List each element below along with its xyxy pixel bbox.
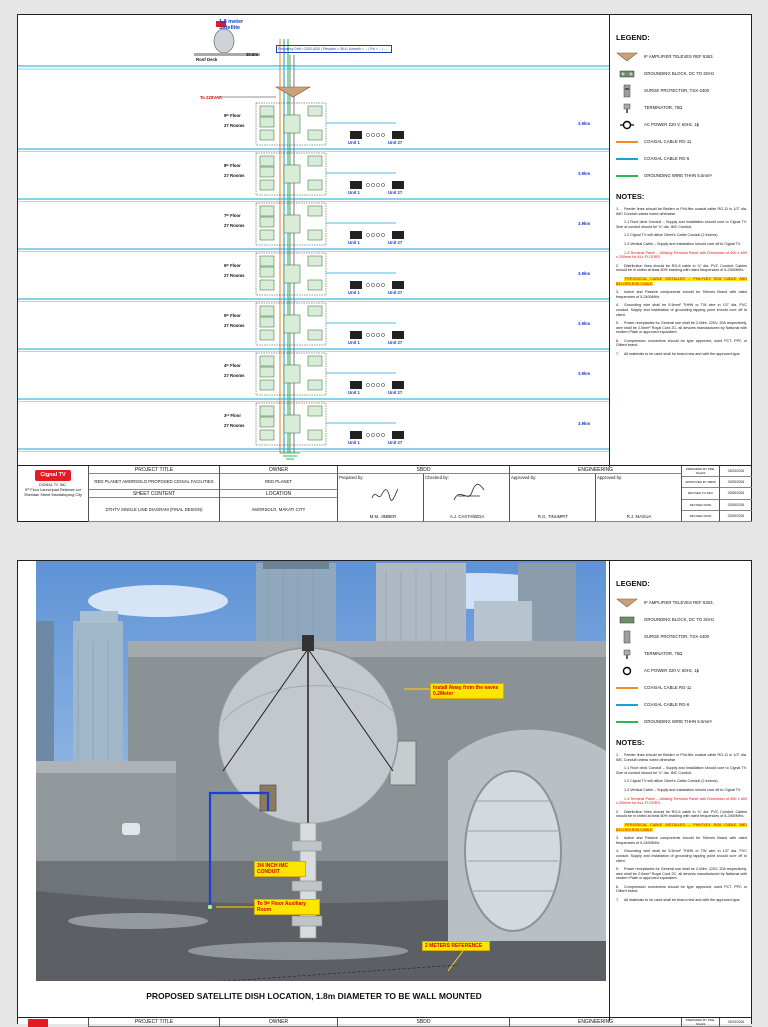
splitter-block [260, 230, 274, 240]
unit-first-label: Unit 1 [348, 390, 360, 395]
location-header: LOCATION [220, 490, 338, 498]
tv-unit-icon [350, 281, 362, 289]
company-logo-block [20, 470, 86, 498]
revision-label: REVISED DATE [682, 511, 720, 522]
splitter-block [260, 317, 274, 327]
splitter-block [308, 330, 322, 340]
engineering-header-2: ENGINEERING [510, 1018, 682, 1027]
tap-off-block [284, 265, 300, 283]
rooms-label: 27 Rooms [224, 173, 245, 178]
floor-label: 9ᵗʰ Floor [224, 113, 241, 118]
unit-first-label: Unit 1 [348, 190, 360, 195]
splitter-block [260, 367, 274, 377]
surge-protector-icon [616, 85, 638, 97]
tv-unit-icon [350, 331, 362, 339]
title-block-2 [18, 1017, 751, 1027]
note-item-highlight: PERIODICAL CABLE INSTALLED – PHILFLEX RG6 CABLE AND BELDEN RG6 CABLE [616, 276, 747, 286]
tv-unit-icon [350, 181, 362, 189]
revision-date: 02/06/2024 [720, 511, 752, 522]
unit-ellipsis [381, 283, 384, 286]
project-title: RED PLANET AMORSOLO PROPOSED CIGNAL FACILITIES [88, 474, 220, 490]
checked-by-label: Checked by: [425, 475, 449, 480]
unit-ellipsis [371, 133, 374, 136]
legend-label: SURGE PROTECTOR, TSX-2400 [644, 88, 710, 93]
legend-item [616, 82, 747, 99]
floor-label: 8ᵗʰ Floor [224, 163, 241, 168]
legend-item [616, 611, 747, 628]
unit-ellipsis [376, 283, 379, 286]
reference-tag: 2 METERS REFERENCE [422, 941, 490, 951]
floor-label: 6ᵗʰ Floor [224, 263, 241, 268]
splitter-block [308, 106, 322, 116]
cignal-logo-2 [28, 1019, 48, 1027]
coax-rg11-line [616, 682, 638, 694]
note-item: 1.1 Roof deck Conduit – Supply and Installation should cure to Cignal TV. Size of conduit should be ¾" dia. IMC Conduit. [616, 220, 747, 229]
tv-unit-icon [350, 231, 362, 239]
checked-signature [450, 482, 486, 508]
note-item: 6. Compression connectors should be type approved, used PCT, PPC or Gilbert brand. [616, 338, 747, 348]
tv-unit-icon [350, 381, 362, 389]
conduit-note-tag: 3/4 INCH IMC CONDUIT [254, 861, 306, 877]
unit-ellipsis [371, 283, 374, 286]
note-item: 1. Feeder lines should be Belden or Phil-flex coaxial cable RG-11 in 1/2" dia. IMC Conduit unless noted otherwise. [616, 207, 747, 216]
revision-date: 02/03/2024 [720, 466, 752, 477]
tv-unit-icon [392, 231, 404, 239]
legend-item [616, 99, 747, 116]
approved-by-name-1: R.G. TINUMPIT [537, 514, 569, 519]
approved-by-label: Approved by: [511, 475, 537, 480]
unit-ellipsis [376, 183, 379, 186]
note-item: 7. All materials to be used shall be brand new and with the approved type. [616, 352, 741, 357]
riser-diagram-svg [18, 15, 610, 467]
tap-off-block [284, 365, 300, 383]
ground-wire-line [616, 716, 638, 728]
rooms-label: 27 Rooms [224, 273, 245, 278]
coax-rg6-line [616, 153, 638, 165]
prepared-by-name: M.M. JIMBER [369, 514, 397, 519]
note-item: 3. Active and Passive components should be Televes Brand with rated frequencies of 5-2400MHz. [616, 836, 747, 845]
satellite-label: 1.8 meter Satellite [219, 19, 244, 31]
note-item: 5. Power receptacles for General use shall be 2-Wire, 220V, 20A respectively, wire shall be 2.0mm² Royal Cord 2C, all devices manufactured by National with modern Plate or approved equivalent. [616, 321, 747, 335]
surge-protector-icon [616, 631, 638, 643]
drawing-sheet-1 [17, 14, 752, 522]
prepared-by-label: Prepared by: [339, 475, 364, 480]
splitter-block [260, 430, 274, 440]
sbdd-header: SBDD [338, 466, 510, 474]
unit-ellipsis [381, 133, 384, 136]
rooms-label: 27 Rooms [224, 123, 245, 128]
note-item: 1.2 Cignal TV will utilize Client's Cable Conduit (2 inches). [624, 233, 719, 238]
splitter-block [260, 417, 274, 427]
tap-off-block [284, 415, 300, 433]
legend-item [616, 48, 747, 65]
splitter-block [260, 330, 274, 340]
revision-label: REVISED DATE [682, 500, 720, 511]
sheet-content-header: SHEET CONTENT [88, 490, 220, 498]
single-line-diagram [18, 15, 610, 467]
terminator-icon [616, 648, 638, 660]
coax-rg11-line [616, 136, 638, 148]
tap-off-block [284, 165, 300, 183]
splitter-block [260, 267, 274, 277]
unit-ellipsis [366, 383, 369, 386]
unit-ellipsis [371, 433, 374, 436]
approved-by-label: Approved by: [597, 475, 623, 480]
legend-label: COAXIAL CABLE RG-11 [644, 139, 692, 144]
notes-title: NOTES: [616, 192, 645, 201]
owner-header: OWNER [220, 466, 338, 474]
unit-first-label: Unit 1 [348, 140, 360, 145]
legend-notes-panel [610, 15, 753, 521]
unit-ellipsis [366, 283, 369, 286]
auxiliary-room-tag: To 9ᵗʰ Floor Auxiliary Room [254, 899, 320, 915]
owner: RED PLANET [220, 474, 338, 490]
riser-length-label: 3.9km [578, 271, 591, 276]
project-title-header: PROJECT TITLE [88, 466, 220, 474]
unit-last-label: Unit 27 [388, 240, 403, 245]
floor-label: 4ᵗʰ Floor [224, 363, 241, 368]
note-item: 4. Grounding wire shall be 5.5mm² THHN or TW wire in 1/2" dia. PVC conduit. Supply and installation of grounding tapping point should cure off to client. [616, 849, 747, 863]
splitter-block [260, 167, 274, 177]
unit-last-label: Unit 27 [388, 440, 403, 445]
note-item: 7. All materials to be used shall be brand new and with the approved type. [616, 898, 741, 903]
unit-last-label: Unit 27 [388, 190, 403, 195]
splitter-block [260, 217, 274, 227]
rooms-label: 27 Rooms [224, 423, 245, 428]
legend-item [616, 645, 747, 662]
legend-item [616, 133, 747, 150]
unit-ellipsis [366, 183, 369, 186]
note-item: 1.2 Cignal TV will utilize Client's Cable Conduit (2 inches). [624, 779, 719, 784]
note-item: 4. Grounding wire shall be 5.5mm² THHN or TW wire in 1/2" dia. PVC conduit. Supply and installation of grounding tapping point should cure off to client. [616, 303, 747, 317]
company-address: 5ᵗʰ Floor Launchpad Reliance cor Sheridan Street Mandaluyong City [24, 488, 82, 497]
ac-power-icon [616, 119, 638, 131]
rooms-label: 27 Rooms [224, 223, 245, 228]
legend-label: TERMINATOR, 75Ω [644, 651, 683, 656]
revision-label: PREPARED BY PRE-SALES [682, 466, 720, 477]
note-item: 1.1 Roof deck Conduit – Supply and Installation should cure to Cignal TV. Size of conduit should be ¾" dia. IMC Conduit. [616, 766, 747, 775]
splitter-block [308, 380, 322, 390]
revision-date: 02/05/2024 [720, 477, 752, 488]
tv-unit-icon [392, 331, 404, 339]
distance-label: 30.6m [246, 52, 259, 57]
legend-item [616, 116, 747, 133]
notes-section [616, 738, 747, 903]
drawing-sheet-2 [17, 560, 752, 1024]
note-item: 1.4 Terminal Panel – Utilizing Terminal Panel with Dimension of 600 x 600 x 200mm for ALL FLOORS. [616, 796, 747, 806]
site-photo-panel [18, 561, 610, 1021]
tap-off-block [284, 315, 300, 333]
riser-length-label: 3.9km [578, 121, 591, 126]
dish-symbol [214, 29, 234, 53]
revision-label-2: PREPARED BY PRE-SALES [682, 1018, 720, 1027]
unit-ellipsis [366, 333, 369, 336]
splitter-block [260, 356, 274, 366]
unit-ellipsis [366, 133, 369, 136]
legend-item [616, 662, 747, 679]
note-item: 6. Compression connectors should be type approved, used PCT, PPC or Gilbert brand. [616, 884, 747, 894]
grounding-block-icon [616, 68, 638, 80]
legend-item [616, 150, 747, 167]
legend-notes-panel-2 [610, 561, 753, 1024]
tv-unit-icon [392, 381, 404, 389]
floor-label: 5ᵗʰ Floor [224, 313, 241, 318]
splitter-block [260, 206, 274, 216]
legend-label: IF AMPLIFIER TELEVES REF 5363. [644, 600, 714, 605]
rooftop-photo [18, 561, 610, 1021]
coax-rg6-line [616, 699, 638, 711]
tv-unit-icon [392, 181, 404, 189]
rooms-label: 27 Rooms [224, 323, 245, 328]
legend-list [616, 48, 747, 184]
revision-date-2: 02/03/2024 [720, 1018, 752, 1027]
legend-label: COAXIAL CABLE RG-6 [644, 702, 690, 707]
notes-title: NOTES: [616, 738, 645, 747]
roof-deck-label: Roof Deck [196, 57, 218, 62]
splitter-block [260, 306, 274, 316]
unit-last-label: Unit 27 [388, 140, 403, 145]
legend-label: GROUNDING WIRE THHN 5.5mm² [644, 719, 712, 724]
sbdd-header-2: SBDD [338, 1018, 510, 1027]
splitter-block [260, 117, 274, 127]
unit-last-label: Unit 27 [388, 390, 403, 395]
note-item: 2. Distribution lines should be RG-6 cable in ¾" dia. PVC Conduit. Cables should be in shield at least 60% braiding with rated frequencies of 5-2400MHz. [616, 809, 747, 819]
legend-label: IF AMPLIFIER TELEVES REF 5363. [644, 54, 714, 59]
splitter-block [260, 180, 274, 190]
revision-date: 02/06/2024 [720, 500, 752, 511]
splitter-block [308, 180, 322, 190]
legend-label: AC POWER 220 V, 60Hz, 1ϕ [644, 122, 700, 127]
splitter-block [308, 430, 322, 440]
riser-length-label: 3.9km [578, 421, 591, 426]
amplifier-icon [616, 51, 638, 63]
project-title-header-2: PROJECT TITLE [88, 1018, 220, 1027]
note-item: 2. Distribution lines should be RG-6 cable in ¾" dia. PVC Conduit. Cables should be in shield at least 60% braiding with rated frequencies of 5-2400MHz. [616, 263, 747, 273]
unit-ellipsis [381, 383, 384, 386]
unit-ellipsis [376, 383, 379, 386]
splitter-block [308, 130, 322, 140]
splitter-block [308, 356, 322, 366]
lnb-note: Frequency Drift = 3300-4200 | Elevation = 36.6 / Azimuth = ... | Pol = ... | ... [276, 45, 392, 53]
note-item: 1.3 Vertical Cable – Supply and Installation should cure off to Cignal TV. [624, 241, 742, 246]
sheet-content: DTHTV SINGLE LINE DIAGRAM (FINAL DESIGN) [88, 498, 220, 522]
unit-ellipsis [366, 433, 369, 436]
unit-ellipsis [376, 433, 379, 436]
approved-by-name-2: R.J. MAGUA [626, 514, 652, 519]
legend-label: COAXIAL CABLE RG-11 [644, 685, 692, 690]
unit-ellipsis [381, 183, 384, 186]
amplifier-symbol [276, 87, 310, 97]
legend-label: TERMINATOR, 75Ω [644, 105, 683, 110]
legend-label: GROUNDING BLOCK, DC TO 3GHz [644, 617, 715, 622]
legend-item [616, 679, 747, 696]
legend-label: GROUNDING BLOCK, DC TO 3GHz [644, 71, 715, 76]
legend-item [616, 713, 747, 730]
note-item: 1.4 Terminal Panel – Utilizing Terminal Panel with Dimension of 600 x 600 x 200mm for ALL FLOORS. [616, 250, 747, 260]
splitter-block [260, 156, 274, 166]
unit-ellipsis [366, 233, 369, 236]
unit-last-label: Unit 27 [388, 290, 403, 295]
unit-ellipsis [381, 433, 384, 436]
rooms-label: 27 Rooms [224, 373, 245, 378]
ac-power-icon [616, 665, 638, 677]
cignal-logo: Cignal TV [35, 470, 70, 481]
legend-item [616, 65, 747, 82]
tap-off-block [284, 215, 300, 233]
splitter-block [260, 406, 274, 416]
revision-date: 02/06/2024 [720, 488, 752, 499]
grounding-block-icon [616, 614, 638, 626]
splitter-block [260, 380, 274, 390]
legend-item [616, 628, 747, 645]
note-item: 1.3 Vertical Cable – Supply and Installation should cure off to Cignal TV. [624, 787, 742, 792]
splitter-block [308, 230, 322, 240]
floor-label: 3ʳᵈ Floor [224, 413, 242, 418]
unit-ellipsis [371, 383, 374, 386]
splitter-block [308, 206, 322, 216]
splitter-block [308, 280, 322, 290]
unit-ellipsis [381, 333, 384, 336]
legend-title: LEGEND: [616, 33, 650, 42]
note-item-highlight: PERIODICAL CABLE INSTALLED – PHILFLEX RG6 CABLE AND BELDEN RG6 CABLE [616, 822, 747, 832]
riser-length-label: 3.9km [578, 321, 591, 326]
legend-label: GROUNDING WIRE THHN 5.5mm² [644, 173, 712, 178]
legend-item [616, 594, 747, 611]
legend-label: SURGE PROTECTOR, TSX-2400 [644, 634, 710, 639]
tap-off-block [284, 115, 300, 133]
unit-ellipsis [376, 333, 379, 336]
splitter-block [308, 156, 322, 166]
unit-ellipsis [371, 333, 374, 336]
ground-wire-line [616, 170, 638, 182]
unit-ellipsis [371, 183, 374, 186]
tv-unit-icon [350, 131, 362, 139]
legend-item [616, 167, 747, 184]
unit-ellipsis [371, 233, 374, 236]
splitter-block [308, 256, 322, 266]
unit-first-label: Unit 1 [348, 290, 360, 295]
tv-unit-icon [392, 131, 404, 139]
unit-ellipsis [376, 133, 379, 136]
floor-label: 7ᵗʰ Floor [224, 213, 241, 218]
notes-section [616, 192, 747, 357]
tv-unit-icon [392, 431, 404, 439]
terminator-icon [616, 102, 638, 114]
riser-length-label: 3.9km [578, 171, 591, 176]
riser-length-label: 3.9km [578, 371, 591, 376]
unit-first-label: Unit 1 [348, 340, 360, 345]
tv-unit-icon [350, 431, 362, 439]
power-feed-label: To 220VAC [200, 95, 223, 100]
engineering-header: ENGINEERING [510, 466, 682, 474]
legend-title: LEGEND: [616, 579, 650, 588]
note-item: 3. Active and Passive components should be Televes Brand with rated frequencies of 5-2400MHz. [616, 290, 747, 299]
install-note-tag: Install Away from the eaves 0.2Meter [430, 683, 504, 699]
checked-by-name: A.J. CASTAÑEDA [449, 514, 485, 519]
photo-caption: PROPOSED SATELLITE DISH LOCATION, 1.8m DIAMETER TO BE WALL MOUNTED [146, 991, 482, 1001]
splitter-block [260, 106, 274, 116]
unit-first-label: Unit 1 [348, 440, 360, 445]
title-block [18, 465, 751, 521]
location: AMORSOLO, MAKATI CITY [220, 498, 338, 522]
owner-header-2: OWNER [220, 1018, 338, 1027]
riser-length-label: 3.9km [578, 221, 591, 226]
company-name: CIGNAL TV INC. [38, 483, 68, 487]
tv-unit-icon [392, 281, 404, 289]
legend-label: COAXIAL CABLE RG-6 [644, 156, 690, 161]
splitter-block [260, 280, 274, 290]
prepared-signature [370, 486, 400, 504]
note-item: 1. Feeder lines should be Belden or Phil-flex coaxial cable RG-11 in 1/2" dia. IMC Conduit unless noted otherwise. [616, 753, 747, 762]
splitter-block [260, 130, 274, 140]
unit-ellipsis [376, 233, 379, 236]
legend-label: AC POWER 220 V, 60Hz, 1ϕ [644, 668, 700, 673]
splitter-block [308, 306, 322, 316]
unit-ellipsis [381, 233, 384, 236]
splitter-block [308, 406, 322, 416]
revision-label: APPROVED BY SBDD [682, 477, 720, 488]
unit-first-label: Unit 1 [348, 240, 360, 245]
amplifier-icon [616, 597, 638, 609]
note-item: 5. Power receptacles for General use shall be 2-Wire, 220V, 20A respectively, wire shall be 2.0mm² Royal Cord 2C, all devices manufactured by National with modern Plate or approved equivalent. [616, 867, 747, 881]
legend-item [616, 696, 747, 713]
unit-last-label: Unit 27 [388, 340, 403, 345]
revision-label: REVISED TO DEV [682, 488, 720, 499]
splitter-block [260, 256, 274, 266]
